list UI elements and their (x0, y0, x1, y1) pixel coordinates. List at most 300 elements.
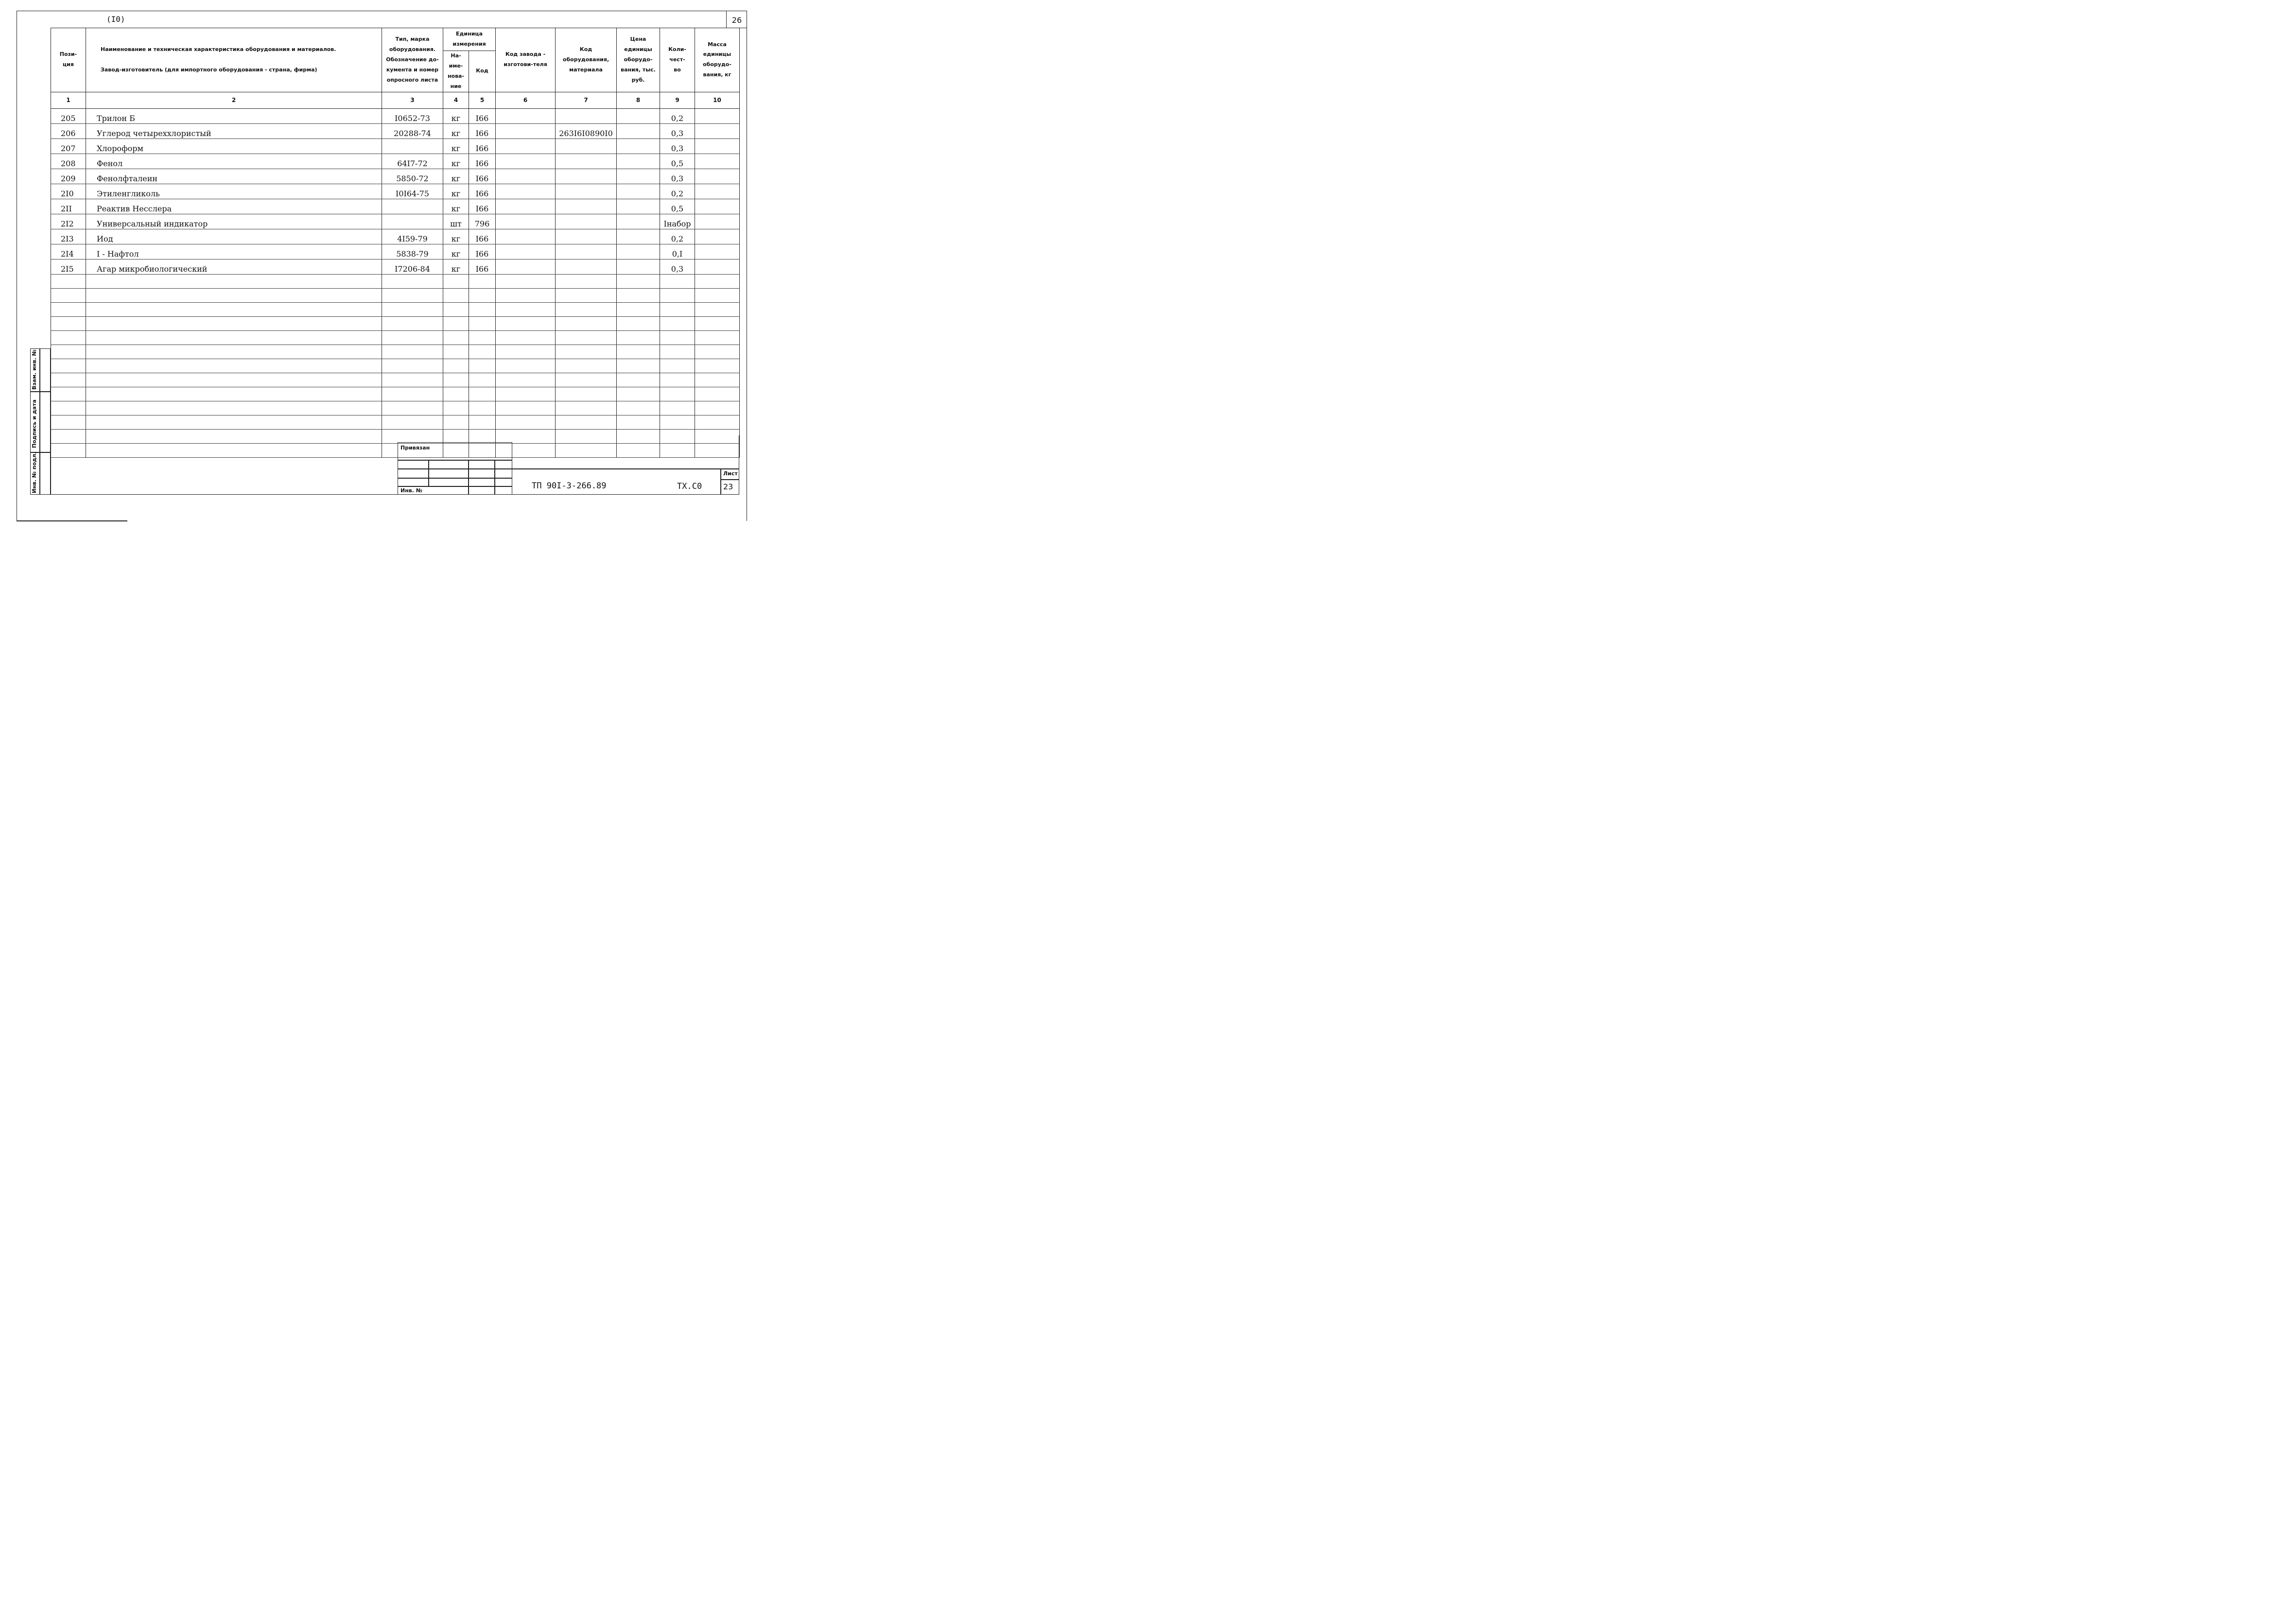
unit-code-cell: 796 (469, 214, 496, 229)
doc-cell: I7206-84 (382, 259, 443, 274)
material-code-cell (556, 108, 617, 123)
empty-cell (695, 302, 740, 316)
column-number: 7 (556, 92, 617, 108)
header-unit-code-text: Код (476, 68, 488, 74)
empty-cell (51, 345, 86, 359)
empty-cell (496, 345, 556, 359)
empty-row (51, 387, 740, 401)
header-unit-name-text: На-име-нова-ние (447, 52, 465, 89)
factory-code-cell (496, 138, 556, 154)
empty-cell (660, 415, 695, 429)
stamp-line (398, 468, 512, 469)
empty-cell (496, 359, 556, 373)
unit-cell: кг (443, 169, 469, 184)
empty-cell (51, 330, 86, 345)
position-cell: 2I0 (51, 184, 86, 199)
header-material-code-text: Код оборудования, материала (562, 46, 609, 73)
price-cell (617, 138, 660, 154)
unit-cell: кг (443, 244, 469, 259)
header-position-text: Пози- ция (59, 51, 77, 68)
empty-cell (382, 373, 443, 387)
sidebar-sign-date: Подпись и дата (31, 399, 37, 448)
empty-row (51, 288, 740, 302)
table-body (51, 108, 740, 457)
unit-cell: кг (443, 259, 469, 274)
empty-cell (86, 274, 382, 288)
empty-cell (695, 415, 740, 429)
empty-cell (496, 387, 556, 401)
empty-row (51, 316, 740, 330)
quantity-cell: 0,2 (660, 184, 695, 199)
empty-cell (86, 415, 382, 429)
mass-cell (695, 214, 740, 229)
empty-cell (86, 387, 382, 401)
empty-cell (51, 316, 86, 330)
factory-code-cell (496, 184, 556, 199)
empty-cell (443, 359, 469, 373)
empty-cell (695, 387, 740, 401)
empty-cell (556, 302, 617, 316)
column-numbers-row (51, 92, 740, 108)
empty-row (51, 401, 740, 415)
empty-cell (443, 345, 469, 359)
empty-cell (695, 274, 740, 288)
empty-cell (695, 316, 740, 330)
mass-cell (695, 229, 740, 244)
table-row (51, 214, 740, 229)
empty-cell (496, 302, 556, 316)
doc-cell: 64I7-72 (382, 154, 443, 169)
empty-cell (443, 316, 469, 330)
name-cell: Реактив Несслера (86, 199, 382, 214)
factory-code-cell (496, 199, 556, 214)
unit-code-cell: I66 (469, 169, 496, 184)
empty-cell (556, 359, 617, 373)
header-unit-group (443, 28, 496, 51)
stamp-divider (428, 460, 429, 486)
stamp-line (398, 486, 512, 487)
header-type-text: Тип, марка оборудования. Обозначение до-кумента и номер опросного листа (386, 36, 439, 83)
position-cell: 207 (51, 138, 86, 154)
material-code-cell: 263I6I0890I0 (556, 123, 617, 138)
empty-cell (443, 330, 469, 345)
empty-cell (443, 373, 469, 387)
quantity-cell: Iнабор (660, 214, 695, 229)
table-row (51, 108, 740, 123)
material-code-cell (556, 259, 617, 274)
unit-cell: кг (443, 184, 469, 199)
name-cell: I - Нафтол (86, 244, 382, 259)
empty-cell (382, 274, 443, 288)
empty-cell (382, 359, 443, 373)
empty-cell (443, 415, 469, 429)
empty-cell (382, 345, 443, 359)
empty-cell (496, 373, 556, 387)
table-row (51, 154, 740, 169)
column-number: 2 (86, 92, 382, 108)
unit-cell: кг (443, 199, 469, 214)
unit-code-cell: I66 (469, 259, 496, 274)
doc-cell: I0652-73 (382, 108, 443, 123)
mass-cell (695, 123, 740, 138)
price-cell (617, 108, 660, 123)
mass-cell (695, 108, 740, 123)
unit-code-cell: I66 (469, 108, 496, 123)
empty-row (51, 345, 740, 359)
factory-code-cell (496, 169, 556, 184)
price-cell (617, 184, 660, 199)
header-name-text: Наименование и техническая характеристика оборудования и материалов. Завод-изготовитель (для импортного оборудования - страна, фирма) (101, 46, 336, 73)
name-cell: Фенолфталеин (86, 169, 382, 184)
empty-row (51, 330, 740, 345)
specification-table (51, 28, 740, 458)
header-unit-name (443, 51, 469, 92)
unit-cell: кг (443, 138, 469, 154)
empty-cell (382, 330, 443, 345)
empty-cell (496, 316, 556, 330)
empty-cell (695, 401, 740, 415)
empty-cell (617, 415, 660, 429)
empty-cell (443, 401, 469, 415)
factory-code-cell (496, 123, 556, 138)
empty-cell (469, 274, 496, 288)
empty-cell (695, 330, 740, 345)
title-block-line (720, 479, 739, 480)
empty-cell (660, 288, 695, 302)
empty-cell (86, 359, 382, 373)
empty-cell (51, 274, 86, 288)
sidebar-replace-inv: Взам. инв. № (31, 349, 37, 390)
material-code-cell (556, 184, 617, 199)
factory-code-cell (496, 259, 556, 274)
empty-cell (556, 401, 617, 415)
column-number: 8 (617, 92, 660, 108)
quantity-cell: 0,3 (660, 259, 695, 274)
empty-cell (496, 274, 556, 288)
doc-cell: I0I64-75 (382, 184, 443, 199)
empty-cell (660, 373, 695, 387)
unit-code-cell: I66 (469, 154, 496, 169)
header-factory-code (496, 28, 556, 92)
footer-area (51, 435, 739, 495)
empty-cell (556, 288, 617, 302)
empty-row (51, 302, 740, 316)
doc-cell (382, 138, 443, 154)
empty-cell (617, 288, 660, 302)
empty-cell (660, 345, 695, 359)
material-code-cell (556, 199, 617, 214)
empty-cell (469, 288, 496, 302)
sidebar-inv-orig: Инв. № подл. (31, 451, 37, 493)
unit-code-cell: I66 (469, 244, 496, 259)
empty-cell (496, 288, 556, 302)
mass-cell (695, 259, 740, 274)
empty-cell (469, 387, 496, 401)
empty-cell (469, 401, 496, 415)
empty-cell (51, 401, 86, 415)
empty-cell (617, 373, 660, 387)
header-price-text: Цена единицы оборудо-вания, тыс. руб. (621, 36, 656, 83)
empty-cell (469, 345, 496, 359)
name-cell: Иод (86, 229, 382, 244)
position-cell: 2I5 (51, 259, 86, 274)
empty-cell (695, 359, 740, 373)
doc-cell: 4I59-79 (382, 229, 443, 244)
empty-cell (660, 274, 695, 288)
mass-cell (695, 184, 740, 199)
empty-cell (660, 302, 695, 316)
empty-cell (382, 401, 443, 415)
empty-row (51, 373, 740, 387)
sheet-number-box (726, 11, 747, 28)
position-cell: 2I4 (51, 244, 86, 259)
sheet-number: 26 (731, 16, 742, 25)
empty-cell (86, 345, 382, 359)
sidebar-line (30, 391, 51, 392)
unit-code-cell: I66 (469, 184, 496, 199)
position-cell: 209 (51, 169, 86, 184)
empty-cell (469, 302, 496, 316)
doc-cell: 5850-72 (382, 169, 443, 184)
empty-cell (382, 288, 443, 302)
empty-cell (617, 330, 660, 345)
unit-cell: шт (443, 214, 469, 229)
table-row (51, 199, 740, 214)
mass-cell (695, 138, 740, 154)
empty-cell (660, 401, 695, 415)
empty-cell (51, 359, 86, 373)
empty-row (51, 359, 740, 373)
empty-cell (51, 288, 86, 302)
unit-cell: кг (443, 229, 469, 244)
position-cell: 2II (51, 199, 86, 214)
table-row (51, 169, 740, 184)
header-mass (695, 28, 740, 92)
sidebar-divider (39, 348, 40, 495)
bottom-rule (17, 520, 127, 521)
attached-label: Привязан (400, 445, 430, 451)
quantity-cell: 0,3 (660, 169, 695, 184)
empty-cell (695, 373, 740, 387)
empty-cell (86, 373, 382, 387)
header-mass-text: Масса единицы оборудо-вания, кг (703, 41, 731, 78)
inv-label: Инв. № (400, 487, 423, 494)
empty-cell (86, 316, 382, 330)
empty-cell (443, 288, 469, 302)
document-code: ТП 90I-3-266.89 (532, 481, 607, 491)
price-cell (617, 123, 660, 138)
empty-cell (660, 359, 695, 373)
stamp-line (398, 460, 512, 461)
unit-code-cell: I66 (469, 199, 496, 214)
sheet-value: 23 (723, 482, 733, 491)
empty-cell (51, 302, 86, 316)
empty-cell (496, 330, 556, 345)
empty-cell (556, 316, 617, 330)
empty-cell (382, 387, 443, 401)
header-material-code (556, 28, 617, 92)
price-cell (617, 199, 660, 214)
name-cell: Этиленгликоль (86, 184, 382, 199)
price-cell (617, 244, 660, 259)
empty-cell (556, 330, 617, 345)
mass-cell (695, 154, 740, 169)
doc-cell (382, 199, 443, 214)
material-code-cell (556, 214, 617, 229)
empty-cell (51, 373, 86, 387)
header-position (51, 28, 86, 92)
table-row (51, 123, 740, 138)
price-cell (617, 169, 660, 184)
empty-cell (695, 345, 740, 359)
name-cell: Универсальный индикатор (86, 214, 382, 229)
empty-cell (556, 415, 617, 429)
header-quantity (660, 28, 695, 92)
name-cell: Хлороформ (86, 138, 382, 154)
header-unit-group-text: Единица измерения (452, 31, 486, 47)
name-cell: Фенол (86, 154, 382, 169)
empty-cell (469, 359, 496, 373)
name-cell: Агар микробиологический (86, 259, 382, 274)
quantity-cell: 0,5 (660, 154, 695, 169)
unit-code-cell: I66 (469, 123, 496, 138)
doc-cell (382, 214, 443, 229)
factory-code-cell (496, 244, 556, 259)
quantity-cell: 0,I (660, 244, 695, 259)
table-row (51, 229, 740, 244)
table-row (51, 138, 740, 154)
factory-code-cell (496, 108, 556, 123)
top-label: (I0) (106, 15, 125, 24)
empty-cell (469, 316, 496, 330)
stamp-line (398, 478, 512, 479)
table-row (51, 244, 740, 259)
column-number: 6 (496, 92, 556, 108)
column-number: 4 (443, 92, 469, 108)
empty-cell (86, 401, 382, 415)
quantity-cell: 0,5 (660, 199, 695, 214)
column-number: 10 (695, 92, 740, 108)
empty-cell (496, 401, 556, 415)
empty-cell (469, 373, 496, 387)
material-code-cell (556, 229, 617, 244)
header-type (382, 28, 443, 92)
unit-cell: кг (443, 154, 469, 169)
header-quantity-text: Коли-чест-во (668, 46, 686, 73)
empty-cell (695, 288, 740, 302)
unit-cell: кг (443, 123, 469, 138)
empty-cell (556, 345, 617, 359)
empty-cell (617, 274, 660, 288)
name-cell: Углерод четыреххлористый (86, 123, 382, 138)
sheet-label: Лист (723, 470, 738, 477)
empty-cell (617, 302, 660, 316)
empty-cell (443, 302, 469, 316)
material-code-cell (556, 154, 617, 169)
empty-cell (496, 415, 556, 429)
quantity-cell: 0,3 (660, 123, 695, 138)
empty-row (51, 274, 740, 288)
price-cell (617, 259, 660, 274)
position-cell: 206 (51, 123, 86, 138)
position-cell: 2I2 (51, 214, 86, 229)
empty-cell (86, 288, 382, 302)
document-part: ТХ.С0 (677, 482, 702, 491)
empty-cell (86, 302, 382, 316)
title-block-divider (720, 468, 721, 495)
mass-cell (695, 244, 740, 259)
empty-cell (617, 401, 660, 415)
header-name (86, 28, 382, 92)
factory-code-cell (496, 229, 556, 244)
empty-cell (382, 302, 443, 316)
empty-row (51, 415, 740, 429)
empty-cell (469, 415, 496, 429)
empty-cell (86, 330, 382, 345)
stamp-divider (494, 460, 495, 495)
price-cell (617, 154, 660, 169)
doc-cell: 5838-79 (382, 244, 443, 259)
empty-cell (617, 359, 660, 373)
price-cell (617, 214, 660, 229)
empty-cell (617, 387, 660, 401)
empty-cell (382, 316, 443, 330)
unit-code-cell: I66 (469, 138, 496, 154)
column-number: 9 (660, 92, 695, 108)
column-number: 3 (382, 92, 443, 108)
empty-cell (469, 330, 496, 345)
header-unit-code (469, 51, 496, 92)
price-cell (617, 229, 660, 244)
mass-cell (695, 169, 740, 184)
title-block-line (512, 468, 739, 469)
table-row (51, 184, 740, 199)
empty-cell (382, 415, 443, 429)
empty-cell (556, 387, 617, 401)
factory-code-cell (496, 214, 556, 229)
empty-cell (51, 387, 86, 401)
quantity-cell: 0,3 (660, 138, 695, 154)
empty-cell (443, 274, 469, 288)
empty-cell (617, 345, 660, 359)
empty-cell (660, 330, 695, 345)
empty-cell (617, 316, 660, 330)
empty-cell (51, 415, 86, 429)
column-number: 5 (469, 92, 496, 108)
mass-cell (695, 199, 740, 214)
factory-code-cell (496, 154, 556, 169)
quantity-cell: 0,2 (660, 108, 695, 123)
empty-cell (556, 274, 617, 288)
position-cell: 2I3 (51, 229, 86, 244)
unit-code-cell: I66 (469, 229, 496, 244)
unit-cell: кг (443, 108, 469, 123)
material-code-cell (556, 138, 617, 154)
stamp-divider (468, 460, 469, 495)
material-code-cell (556, 244, 617, 259)
empty-cell (556, 373, 617, 387)
name-cell: Трилон Б (86, 108, 382, 123)
header-factory-code-text: Код завода - изготови-теля (504, 51, 547, 68)
doc-cell: 20288-74 (382, 123, 443, 138)
quantity-cell: 0,2 (660, 229, 695, 244)
position-cell: 205 (51, 108, 86, 123)
position-cell: 208 (51, 154, 86, 169)
header-price (617, 28, 660, 92)
material-code-cell (556, 169, 617, 184)
empty-cell (443, 387, 469, 401)
column-number: 1 (51, 92, 86, 108)
